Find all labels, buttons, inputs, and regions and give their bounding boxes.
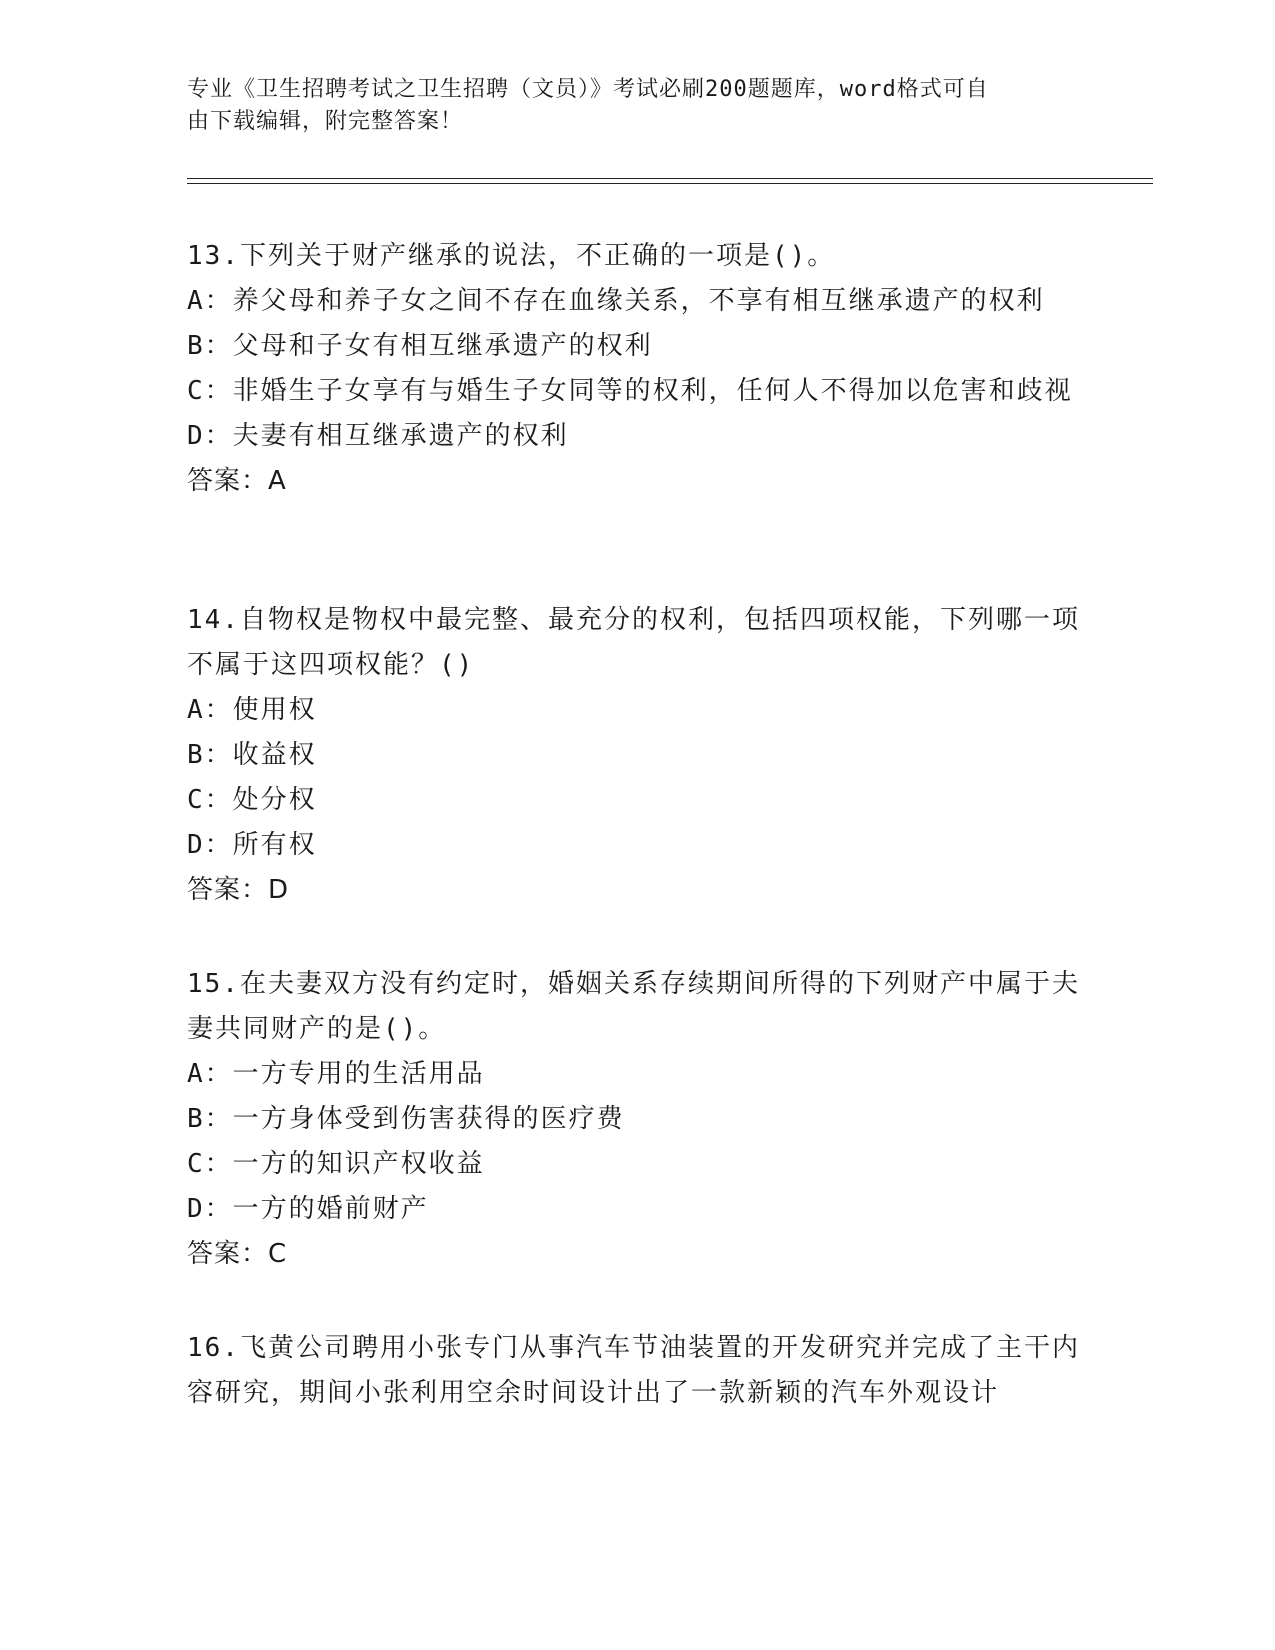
- option-a: A：一方专用的生活用品: [187, 1059, 485, 1089]
- option-d: D：所有权: [187, 830, 317, 860]
- header-divider-top: [187, 178, 1153, 179]
- option-b: B：父母和子女有相互继承遗产的权利: [187, 331, 653, 361]
- header-divider-bottom: [187, 183, 1153, 184]
- option-a: A：使用权: [187, 695, 317, 725]
- option-a: A：养父母和养子女之间不存在血缘关系，不享有相互继承遗产的权利: [187, 286, 1045, 316]
- question-15: [187, 962, 1087, 1277]
- question-stem: 13.下列关于财产继承的说法，不正确的一项是()。: [187, 241, 836, 271]
- option-b: B：一方身体受到伤害获得的医疗费: [187, 1104, 625, 1134]
- option-c: C：一方的知识产权收益: [187, 1149, 485, 1179]
- question-stem: 15.在夫妻双方没有约定时，婚姻关系存续期间所得的下列财产中属于夫妻共同财产的是()。: [187, 969, 1080, 1044]
- question-13: [187, 234, 1087, 504]
- option-c: C：非婚生子女享有与婚生子女同等的权利，任何人不得加以危害和歧视: [187, 376, 1073, 406]
- option-d: D：一方的婚前财产: [187, 1194, 429, 1224]
- answer: 答案：A: [187, 466, 287, 496]
- option-c: C：处分权: [187, 785, 317, 815]
- header-line-1: 专业《卫生招聘考试之卫生招聘（文员）》考试必刷200题题库，word格式可自: [187, 77, 989, 102]
- document-header: [187, 74, 1087, 138]
- header-line-2: 由下载编辑，附完整答案！: [187, 109, 464, 134]
- option-d: D：夫妻有相互继承遗产的权利: [187, 421, 569, 451]
- option-b: B：收益权: [187, 740, 317, 770]
- question-stem: 14.自物权是物权中最完整、最充分的权利，包括四项权能，下列哪一项不属于这四项权能？(): [187, 605, 1080, 680]
- question-16: [187, 1326, 1087, 1416]
- question-14: [187, 598, 1087, 913]
- question-stem: 16.飞黄公司聘用小张专门从事汽车节油装置的开发研究并完成了主干内容研究，期间小张利用空余时间设计出了一款新颖的汽车外观设计: [187, 1333, 1080, 1408]
- answer: 答案：C: [187, 1239, 288, 1269]
- answer: 答案：D: [187, 875, 290, 905]
